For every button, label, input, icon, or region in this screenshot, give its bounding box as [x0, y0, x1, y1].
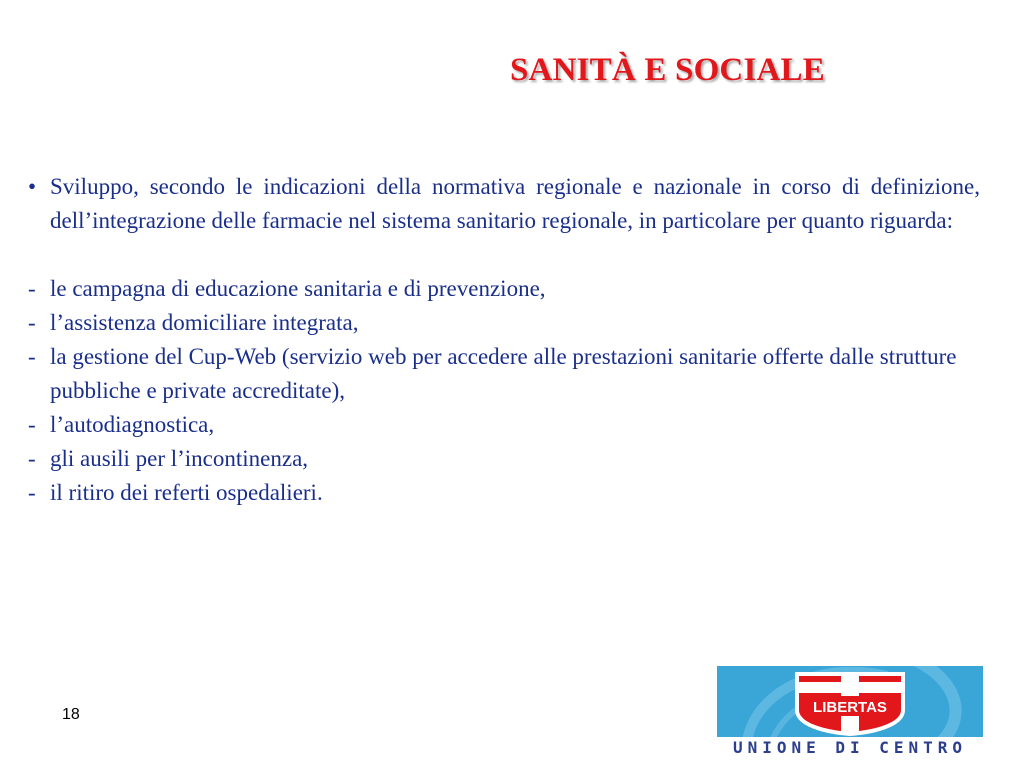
list-item-text: gli ausili per l’incontinenza,: [50, 446, 309, 471]
list-item-text: l’assistenza domiciliare integrata,: [50, 310, 359, 335]
shield-label: LIBERTAS: [813, 699, 887, 716]
list-item: [28, 442, 980, 476]
slide-content: [28, 170, 980, 510]
dash-marker: -: [28, 344, 36, 369]
list-item: [28, 306, 980, 340]
page-number: 18: [62, 706, 80, 723]
intro-text: Sviluppo, secondo le indicazioni della normativa regionale e nazionale in corso di definizione, dell’integrazione delle farmacie nel sistema sanitario regionale, in particolare per quanto riguarda:: [50, 174, 980, 233]
logo-background: [717, 666, 983, 737]
dash-marker: -: [28, 480, 36, 505]
slide-title: SANITÀ E SOCIALE: [510, 52, 825, 88]
list-item-text: le campagna di educazione sanitaria e di prevenzione,: [50, 276, 546, 301]
list-item: [28, 272, 980, 306]
list-item: [28, 408, 980, 442]
list-item-text: l’autodiagnostica,: [50, 412, 215, 437]
list-item: [28, 476, 980, 510]
list-item-text: il ritiro dei referti ospedalieri.: [50, 480, 323, 505]
paragraph-spacer: [28, 238, 980, 272]
list-item-text: la gestione del Cup-Web (servizio web per accedere alle prestazioni sanitarie offerte dalle strutture pubbliche e private accreditate),: [50, 344, 957, 403]
party-logo: [717, 666, 983, 758]
dash-marker: -: [28, 310, 36, 335]
dash-marker: -: [28, 446, 36, 471]
intro-paragraph: [28, 170, 980, 238]
dash-marker: -: [28, 412, 36, 437]
logo-graphic: [717, 666, 983, 737]
dash-marker: -: [28, 276, 36, 301]
item-list: [28, 272, 980, 510]
logo-caption: UNIONE DI CENTRO: [732, 738, 968, 757]
list-item: [28, 340, 980, 408]
bullet-marker: •: [28, 174, 37, 199]
